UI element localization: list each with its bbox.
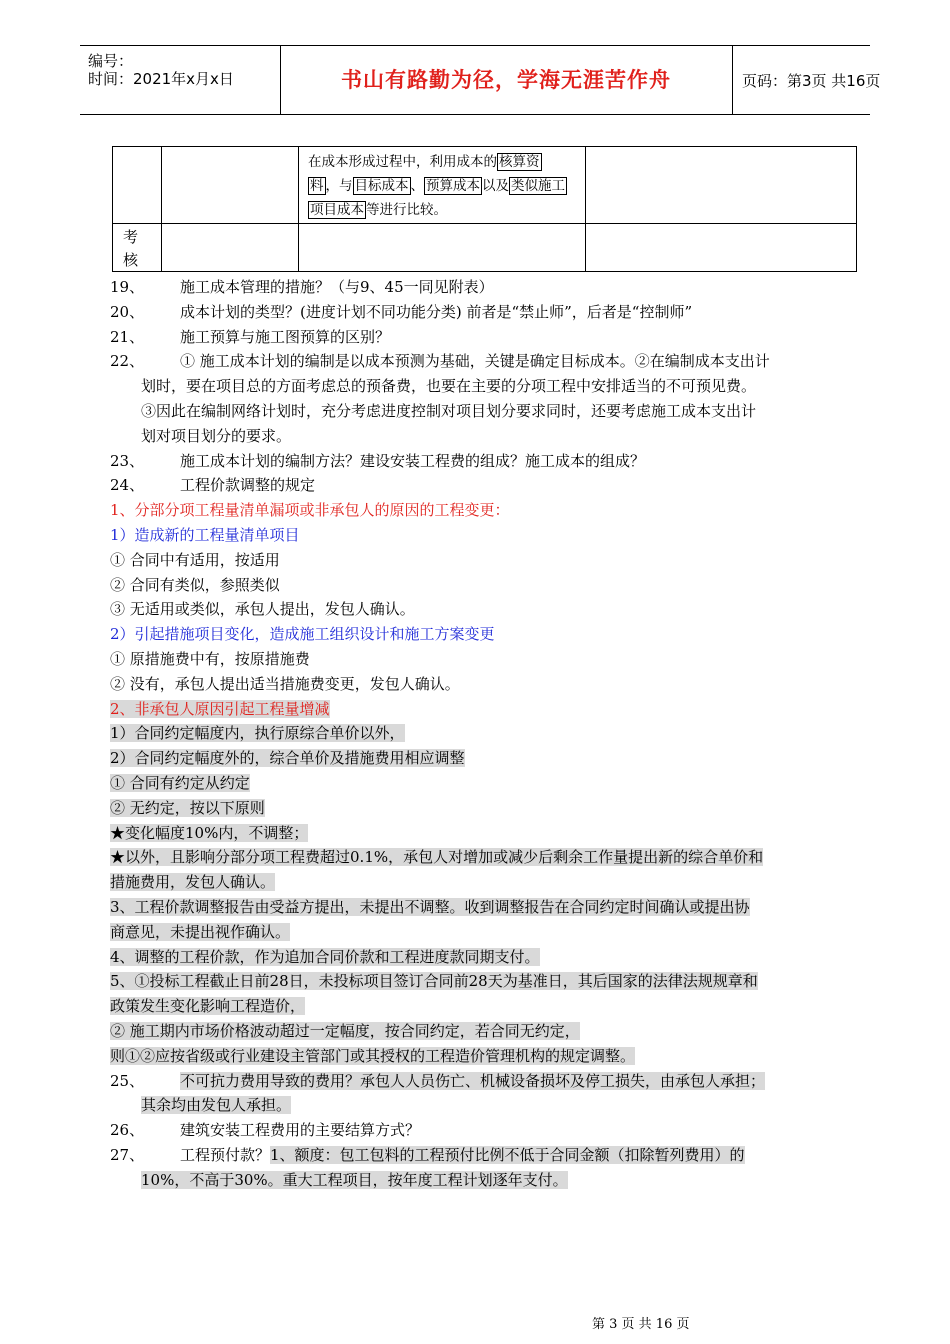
section-2-heading: 2、非承包人原因引起工程量增减	[110, 699, 330, 718]
section-1-2-a: ① 原措施费中有，按原措施费	[110, 650, 310, 668]
item-number-23: 23、	[110, 451, 145, 470]
doc-time-label: 时间：2021年x月x日	[88, 70, 234, 88]
header-page-info	[732, 46, 881, 114]
item-number-22: 22、	[110, 352, 145, 371]
table-label-he: 核	[123, 251, 139, 269]
section-2-2-a: ① 合同有约定从约定	[110, 774, 250, 792]
boxed-term: 目标成本	[354, 178, 409, 194]
header-motto	[280, 46, 733, 114]
boxed-term: 类似施工	[511, 178, 565, 194]
item-22-text-3: ③因此在编制网络计划时，充分考虑进度控制对项目划分要求同时，还要考虑施工成本支出计	[141, 402, 757, 420]
item-number-21: 21、	[110, 327, 145, 346]
header-meta	[80, 46, 281, 114]
boxed-term: 核算资	[499, 154, 540, 170]
item-22-text-1: ① 施工成本计划的编制是以成本预测为基础，关键是确定目标成本。②在编制成本支出计	[180, 352, 770, 371]
item-23-text: 施工成本计划的编制方法？建设安装工程费的组成？施工成本的组成？	[180, 451, 646, 470]
item-26-text: 建筑安装工程费用的主要结算方式？	[180, 1121, 421, 1140]
section-1-2-b: ② 没有，承包人提出适当措施费变更，发包人确认。	[110, 674, 460, 693]
section-3-line-2: 商意见，未提出视作确认。	[110, 922, 291, 941]
section-2-2-d-1: ★以外，且影响分部分项工程费超过0.1%，承包人对增加或减少后剩余工作量提出新的综合单价和	[110, 848, 764, 867]
page-header	[80, 45, 881, 115]
item-number-20: 20、	[110, 302, 145, 321]
table-cell-line-3: 项目成本 等进行比较。	[310, 202, 447, 218]
section-2-2-c: ★变化幅度10%内，不调整；	[110, 823, 309, 842]
motto-text: 书山有路勤为径，学海无涯苦作舟	[341, 68, 671, 92]
section-1-1-a: ① 合同中有适用，按适用	[110, 550, 280, 569]
boxed-term: 预算成本	[426, 178, 480, 194]
section-5-line-2: 政策发生变化影响工程造价，	[110, 997, 306, 1016]
section-1-heading: 1、分部分项工程量清单漏项或非承包人的原因的工程变更：	[110, 501, 510, 520]
item-22-text-4: 划对项目划分的要求。	[141, 426, 292, 445]
section-5-line-3: ② 施工期内市场价格波动超过一定幅度，按合同约定，若合同无约定，	[110, 1022, 580, 1040]
item-21-text: 施工预算与施工图预算的区别？	[180, 327, 391, 346]
section-1-1-c: ③ 无适用或类似，承包人提出，发包人确认。	[110, 600, 415, 619]
cost-table	[112, 146, 857, 272]
item-number-24: 24、	[110, 476, 145, 495]
item-25-text-1: 不可抗力费用导致的费用？承包人人员伤亡、机械设备损坏及停工损失，由承包人承担；	[180, 1071, 766, 1090]
item-27-text-2: 10%，不高于30%。重大工程项目，按年度工程计划逐年支付。	[141, 1170, 568, 1189]
item-24-text: 工程价款调整的规定	[180, 476, 316, 495]
item-number-25: 25、	[110, 1071, 145, 1090]
item-number-27: 27、	[110, 1146, 145, 1164]
section-1-1-b: ② 合同有类似，参照类似	[110, 575, 280, 594]
item-number-26: 26、	[110, 1121, 145, 1140]
section-2-2: 2）合同约定幅度外的，综合单价及措施费用相应调整	[110, 749, 465, 768]
table-cell-line-2: 料 ，与 目标成本 、 预算成本 以及 类似施工	[310, 178, 565, 194]
item-number-19: 19、	[110, 278, 145, 296]
section-3-line-1: 3、工程价款调整报告由受益方提出，未提出不调整。收到调整报告在合同约定时间确认或提出协	[110, 898, 750, 916]
table-label-kao: 考	[123, 228, 139, 246]
item-27-text-1: 工程预付款？1、额度：包工包料的工程预付比例不低于合同金额（扣除暂列费用）的	[180, 1146, 745, 1164]
section-5-line-1: 5、①投标工程截止日前28日，未投标项目签订合同前28天为基准日，其后国家的法律法规规章和	[110, 972, 758, 991]
table-cell-line-1: 在成本形成过程中，利用成本的 核算资	[308, 154, 540, 170]
boxed-term: 项目成本	[310, 202, 364, 218]
item-22-text-2: 划时，要在项目总的方面考虑总的预备费，也要在主要的分项工程中安排适当的不可预见费。	[141, 377, 757, 396]
page-footer: 第 3 页 共 16 页	[592, 1317, 690, 1332]
section-5-line-4: 则①②应按省级或行业建设主管部门或其授权的工程造价管理机构的规定调整。	[110, 1046, 636, 1065]
item-19-text: 施工成本管理的措施？（与9、45一同见附表）	[180, 278, 494, 296]
doc-number-label: 编号：	[88, 52, 134, 70]
section-2-2-b: ② 无约定，按以下原则	[110, 798, 265, 817]
section-2-2-d-2: 措施费用，发包人确认。	[110, 873, 276, 892]
section-2-1: 1）合同约定幅度内，执行原综合单价以外，	[110, 724, 405, 743]
boxed-term: 料	[310, 178, 324, 194]
item-20-text: 成本计划的类型？(进度计划不同功能分类) 前者是“禁止师”，后者是“控制师”	[180, 302, 693, 321]
item-25-text-2: 其余均由发包人承担。	[141, 1096, 292, 1115]
section-1-1-heading: 1）造成新的工程量清单项目	[110, 526, 300, 544]
section-4: 4、调整的工程价款，作为追加合同价款和工程进度款同期支付。	[110, 947, 540, 966]
page-info-text: 页码：第3页 共16页	[742, 72, 881, 90]
section-1-2-heading: 2）引起措施项目变化，造成施工组织设计和施工方案变更	[110, 625, 495, 644]
